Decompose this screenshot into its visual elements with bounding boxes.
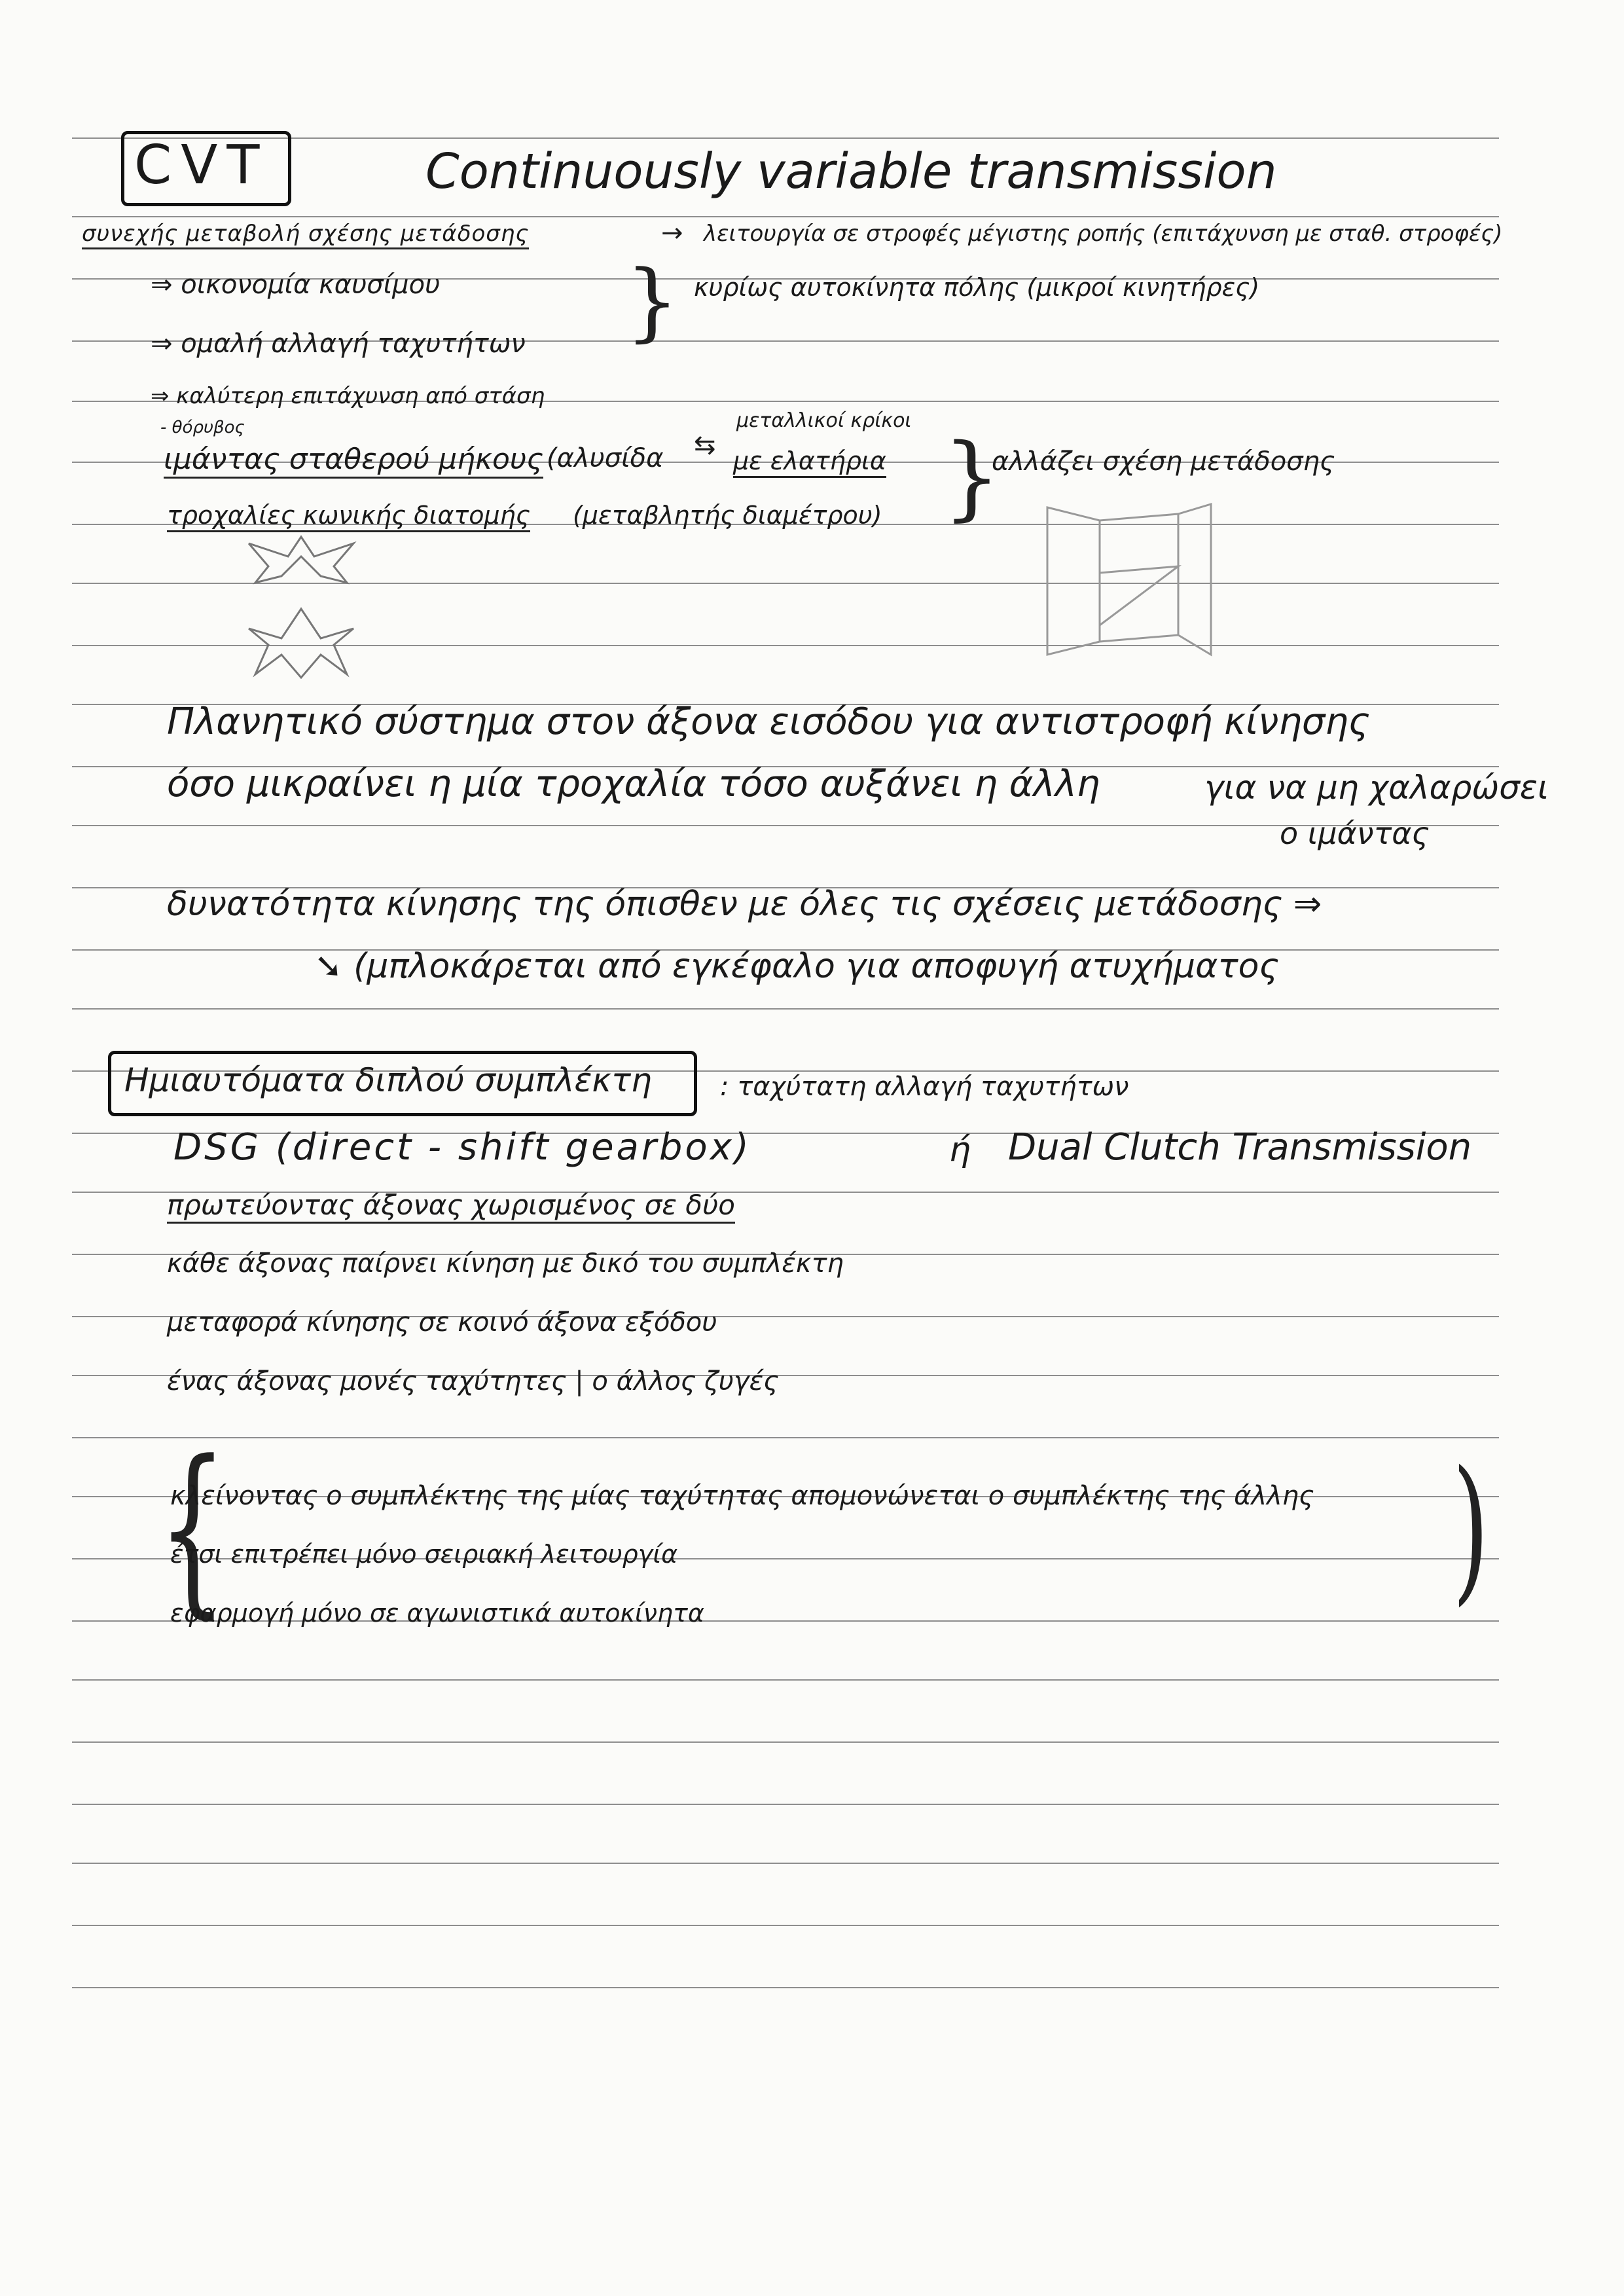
cvt-chain: (αλυσίδα bbox=[547, 443, 664, 473]
dsg-line-own-clutch: κάθε άξονας παίρνει κίνηση με δικό του συμπλέκτη bbox=[167, 1248, 844, 1279]
dsg-or: ή bbox=[949, 1130, 971, 1169]
cvt-planetary: Πλανητικό σύστημα στον άξονα εισόδου για αντιστροφή κίνησης bbox=[167, 701, 1370, 743]
cvt-continuous-ratio: συνεχής μεταβολή σχέσης μετάδοσης bbox=[82, 223, 529, 249]
cvt-arrow: → bbox=[661, 218, 683, 248]
pulley-sketch-right bbox=[1041, 494, 1237, 665]
dsg-sequential-only: έτσι επιτρέπει μόνο σειριακή λειτουργία bbox=[170, 1540, 678, 1569]
cvt-pulley-note-1: για να μη χαλαρώσει bbox=[1204, 769, 1549, 807]
cvt-blocked: ➘ (μπλοκάρεται από εγκέφαλο για αποφυγή ατυχήματος bbox=[314, 947, 1280, 986]
cvt-ratio-change: αλλάζει σχέση μετάδοσης bbox=[992, 446, 1335, 477]
cvt-subtitle: Continuously variable transmission bbox=[425, 143, 1277, 200]
pulley-sketch-left bbox=[242, 530, 360, 681]
dsg-title: Ημιαυτόματα διπλού συμπλέκτη bbox=[124, 1061, 652, 1099]
cvt-pulley-note-2: ο ιμάντας bbox=[1280, 816, 1430, 851]
dsg-left-brace: { bbox=[157, 1422, 228, 1635]
cvt-reverse: δυνατότητα κίνησης της όπισθεν με όλες τις σχέσεις μετάδοσης ⇒ bbox=[167, 884, 1322, 924]
dsg-right-brace: ) bbox=[1452, 1437, 1489, 1620]
cvt-city-cars: κυρίως αυτοκίνητα πόλης (μικροί κινητήρες) bbox=[694, 273, 1260, 302]
dsg-line-primary-shaft: πρωτεύοντας άξονας χωρισμένος σε δύο bbox=[167, 1192, 735, 1224]
cvt-springs: με ελατήρια bbox=[733, 448, 886, 478]
belt-brace: } bbox=[943, 424, 1001, 531]
dsg-line-output-shaft: μεταφορά κίνησης σε κοινό άξονα εξόδου bbox=[167, 1307, 717, 1338]
cvt-noise: - θόρυβος bbox=[160, 418, 245, 437]
cvt-metal-rings: μεταλλικοί κρίκοι bbox=[736, 409, 912, 432]
dsg-fast-shift: : ταχύτατη αλλαγή ταχυτήτων bbox=[720, 1072, 1129, 1102]
cvt-title: CVT bbox=[134, 134, 269, 196]
benefits-brace: } bbox=[625, 251, 679, 351]
cvt-benefit-accel: ⇒ καλύτερη επιτάχυνση από στάση bbox=[151, 383, 545, 409]
cvt-chain-arrow: ⇆ bbox=[694, 430, 716, 460]
dsg-line-odd-even: ένας άξονας μονές ταχύτητες | ο άλλος ζυγές bbox=[167, 1366, 779, 1396]
cvt-benefit-fuel: ⇒ οικονομία καυσίμου bbox=[151, 270, 441, 300]
cvt-pulleys: τροχαλίες κωνικής διατομής bbox=[167, 503, 530, 532]
cvt-belt: ιμάντας σταθερού μήκους bbox=[164, 445, 543, 479]
dsg-name: DSG (direct - shift gearbox) bbox=[173, 1126, 751, 1169]
dsg-alt-name: Dual Clutch Transmission bbox=[1008, 1126, 1472, 1169]
cvt-benefit-smooth: ⇒ ομαλή αλλαγή ταχυτήτων bbox=[151, 329, 526, 359]
cvt-variable-diameter: (μεταβλητής διαμέτρου) bbox=[573, 501, 882, 530]
dsg-racing-only: εφαρμογή μόνο σε αγωνιστικά αυτοκίνητα bbox=[170, 1599, 704, 1628]
dsg-clutch-isolation: κλείνοντας ο συμπλέκτης της μίας ταχύτητας απομονώνεται ο συμπλέκτης της άλλης bbox=[170, 1481, 1314, 1511]
cvt-pulley-relation: όσο μικραίνει η μία τροχαλία τόσο αυξάνει η άλλη bbox=[167, 763, 1100, 805]
cvt-max-torque: λειτουργία σε στροφές μέγιστης ροπής (επιτάχυνση με σταθ. στροφές) bbox=[704, 221, 1503, 247]
